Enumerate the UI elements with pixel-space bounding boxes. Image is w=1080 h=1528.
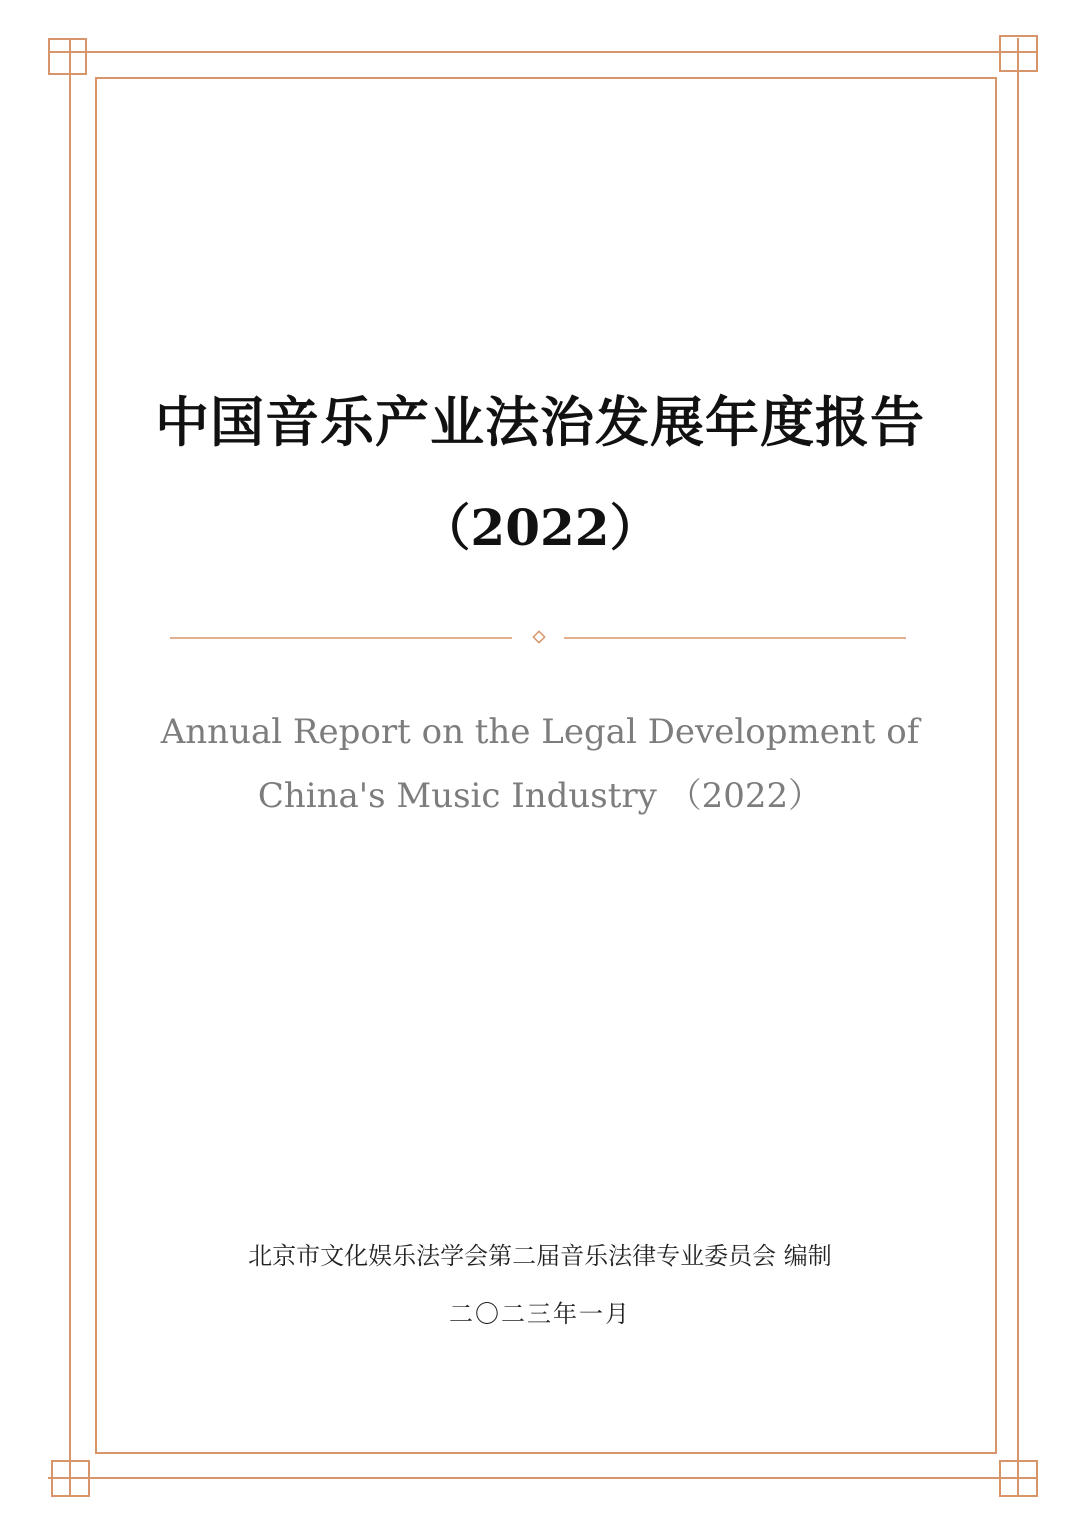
report-title-chinese: 中国音乐产业法治发展年度报告 [155,391,925,454]
diamond-icon [533,631,544,642]
report-title-english [0,700,1080,828]
publisher-line: 北京市文化娱乐法学会第二届音乐法律专业委员会 编制 [248,1242,832,1270]
publication-date: 二〇二三年一月 [449,1300,631,1328]
report-year: （2022） [420,498,660,557]
corner-square-top-left [49,39,86,74]
ornamental-divider [0,620,1080,656]
english-title-line-2: China's Music Industry （2022） [257,776,823,816]
english-title-line-1: Annual Report on the Legal Development of [160,712,920,752]
